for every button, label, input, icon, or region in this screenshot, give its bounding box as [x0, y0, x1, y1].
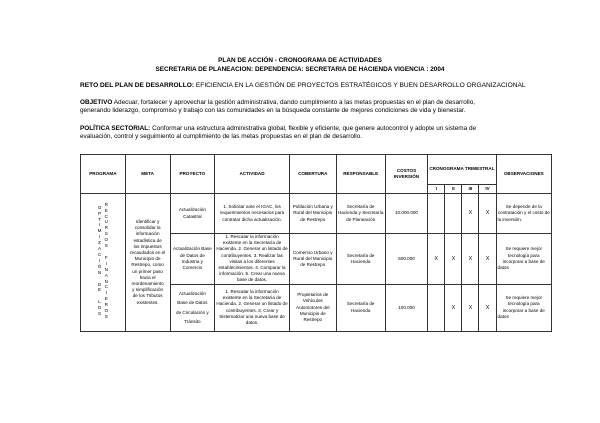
programa-letter: I [105, 290, 107, 296]
quarter-2-mark: X [445, 234, 462, 285]
programa-letter: O [104, 237, 109, 243]
programa-letter: N [104, 266, 108, 272]
responsable-cell: Secretaría de Hacienda y Secretaría de Planeación [336, 194, 385, 234]
meta-line: recaudados en el [130, 249, 166, 255]
programa-letter: A [104, 272, 108, 278]
programa-letter: E [98, 287, 102, 293]
header-quarter-2: II [445, 185, 462, 194]
programa-letter: Z [98, 240, 101, 246]
programa-letter: N [104, 278, 108, 284]
quarter-4-mark: X [479, 284, 496, 331]
programa-letter: N [97, 269, 102, 275]
programa-letter: T [98, 216, 101, 222]
quarter-1-mark: X [428, 234, 445, 285]
quarter-3-mark: X [462, 284, 479, 331]
header-quarter-3: III [462, 185, 479, 194]
reto-paragraph [80, 82, 580, 90]
proyecto-cell: Actualización Catastral [170, 194, 215, 234]
programa-letter: C [97, 252, 102, 257]
header-responsable: RESPONSABLE [336, 155, 385, 194]
costos-cell: 100.000 [385, 284, 428, 331]
header-quarter-4: IV [479, 185, 496, 194]
programa-letter: I [98, 222, 101, 228]
document-subtitle: SECRETARIA DE PLANEACION: DEPENDENCIA: SECRETARIA DE HACIENDA VIGENCIA : 2004 [155, 66, 445, 73]
politica-label: POLÍTICA SECTORIAL: [80, 125, 151, 132]
quarter-2-mark: X [445, 284, 462, 331]
objetivo-label: OBJETIVO [80, 99, 113, 106]
reto-text: EFICIENCIA EN LA GESTIÓN DE PROYECTOS ESTRATÉGICOS Y BUEN DESARROLLO ORGANIZACIONAL [194, 82, 526, 89]
meta-line: consolidar la [134, 225, 161, 231]
programa-letter: Ó [97, 263, 102, 269]
programa-letter: R [104, 201, 108, 207]
table-row [81, 194, 552, 234]
costos-cell: 500.000 [385, 234, 428, 285]
programa-letter: O [97, 204, 102, 210]
quarter-4-mark: X [479, 194, 496, 234]
programa-letter: R [104, 302, 108, 308]
meta-line: Identificar y [135, 218, 160, 224]
header-quarter-1: I [428, 185, 445, 194]
programa-vertical-col2 [105, 202, 109, 320]
responsable-cell: Secretaría de Hacienda [336, 234, 385, 285]
programa-letter: I [98, 257, 101, 263]
header-proyecto: PROYECTO [170, 155, 215, 194]
header-meta: META [125, 155, 170, 194]
meta-line: y simplificación [132, 287, 164, 293]
header-costos: COSTOS INVERSIÓN [385, 155, 428, 194]
meta-line: Restrepo, como [131, 262, 164, 268]
cobertura-cell: Propietarios de Vehículos Automotores del Municipio de Restrepo [289, 284, 336, 331]
cobertura-cell: Población Urbana y Rural del Municipio de Restrepo [289, 194, 336, 234]
programa-letter: O [104, 308, 109, 314]
programa-letter: S [104, 313, 108, 319]
programa-letter: R [104, 225, 108, 231]
programa-letter: C [104, 213, 108, 219]
politica-paragraph [80, 125, 580, 141]
header-actividad: ACTIVIDAD [215, 155, 290, 194]
reto-label: RETO DEL PLAN DE DESARROLLO: [80, 82, 195, 89]
objetivo-paragraph [80, 99, 580, 115]
quarter-1-mark [428, 194, 445, 234]
action-plan-table [80, 154, 552, 332]
quarter-4-mark: X [479, 234, 496, 285]
proyecto-line: Base de Datos [177, 300, 208, 306]
programa-letter: S [104, 243, 108, 249]
header-observaciones: OBSERVACIONES [496, 155, 551, 194]
programa-cell [81, 194, 126, 332]
meta-cell [125, 194, 170, 332]
actividad-cell: 1. Solicitar ante el IGAC, los requerimientos necesarios para contratar dicha actualización. [215, 194, 290, 234]
meta-line: de los Tributos [132, 293, 163, 299]
observaciones-cell: Se depende de la contratación y el costo de la inversión. [496, 194, 551, 234]
document-title: PLAN DE ACCIÓN - CRONOGRAMA DE ACTIVIDADES [218, 57, 382, 64]
responsable-cell: Secretaría de Hacienda [336, 284, 385, 331]
programa-vertical-col1 [98, 205, 102, 320]
programa-letter: L [98, 299, 101, 305]
proyecto-line: de Circulación y [176, 309, 209, 315]
header-cobertura: COBERTURA [289, 155, 336, 194]
header-cronograma: CRONOGRAMA TRIMESTRAL [428, 155, 496, 185]
meta-line: un primer paso [132, 268, 163, 274]
programa-letter: S [104, 231, 108, 237]
proyecto-line: Tránsito [184, 319, 201, 325]
meta-line: hacia el [139, 274, 156, 280]
meta-line: estadística de [133, 237, 162, 243]
programa-letter: E [104, 296, 108, 302]
actividad-cell: 1. Rescatar la información existente en la Secretaría de Hacienda. 2. Generar un listado de contribuyentes. 3. Realizar las visitas a los diferentes establecimientos. 4. Comparar la información. 5. Crear una nueva base de datos. [216, 234, 288, 283]
quarter-3-mark: X [462, 234, 479, 285]
programa-letter: F [104, 254, 108, 260]
programa-letter: D [97, 281, 102, 287]
politica-text-line1: Conformar una estructura administrativa global, flexible y eficiente, que genere autocontrol y adopte un sistema de [150, 125, 477, 132]
quarter-2-mark [445, 194, 462, 234]
proyecto-cell: Actualización Base de Datos de Industria y Comercio [170, 234, 215, 285]
programa-letter: A [98, 246, 102, 252]
programa-letter: M [97, 228, 102, 234]
objetivo-text-line1: Adecuar, fortalecer y aprovechar la gestión administrativa, dando cumplimiento a las metas propuestas en el plan de desarrollo, [112, 99, 476, 106]
actividad-cell: 1. Rescatar la información existente en la Secretaría de Hacienda. 2. Generar un listado de contribuyentes. 3. Crear y Sistematizar una nueva base de datos. [215, 284, 290, 331]
programa-letter: C [104, 284, 108, 290]
proyecto-line: Actualización [178, 290, 206, 296]
quarter-3-mark: X [462, 194, 479, 234]
programa-letter: U [104, 219, 108, 225]
programa-letter: E [104, 207, 108, 213]
programa-letter: I [105, 260, 107, 266]
costos-cell: 10.000.000 [385, 194, 428, 234]
politica-text-line2: evaluación, control y seguimiento al cumplimiento de las metas propuestas en el plan de desarrollo. [80, 133, 363, 140]
meta-line: los impuestos [133, 243, 162, 249]
observaciones-cell: Se requiere mejor tecnología para incorporar a base de datos [496, 234, 551, 285]
objetivo-text-line2: generando liderazgo, compromiso y trabajo con las comunidades en la búsqueda constante de mejores condiciones de vida y bienestar. [80, 107, 466, 114]
meta-line: existentes. [136, 299, 159, 305]
quarter-1-mark [428, 284, 445, 331]
programa-letter: S [98, 311, 102, 317]
programa-letter: O [97, 305, 102, 311]
header-programa: PROGRAMA [81, 155, 126, 194]
programa-letter: P [98, 210, 102, 216]
meta-line: Municipio de [134, 256, 161, 262]
observaciones-cell: Se requiere mejor tecnología para incorporar a base de datos [496, 284, 551, 331]
meta-line: información [135, 231, 160, 237]
programa-letter: I [98, 234, 101, 240]
cobertura-cell: Comercio Urbano y Rural del Municipio de Restrepo [289, 234, 336, 285]
proyecto-cell [170, 284, 215, 331]
meta-line: reordenamiento [131, 280, 164, 286]
